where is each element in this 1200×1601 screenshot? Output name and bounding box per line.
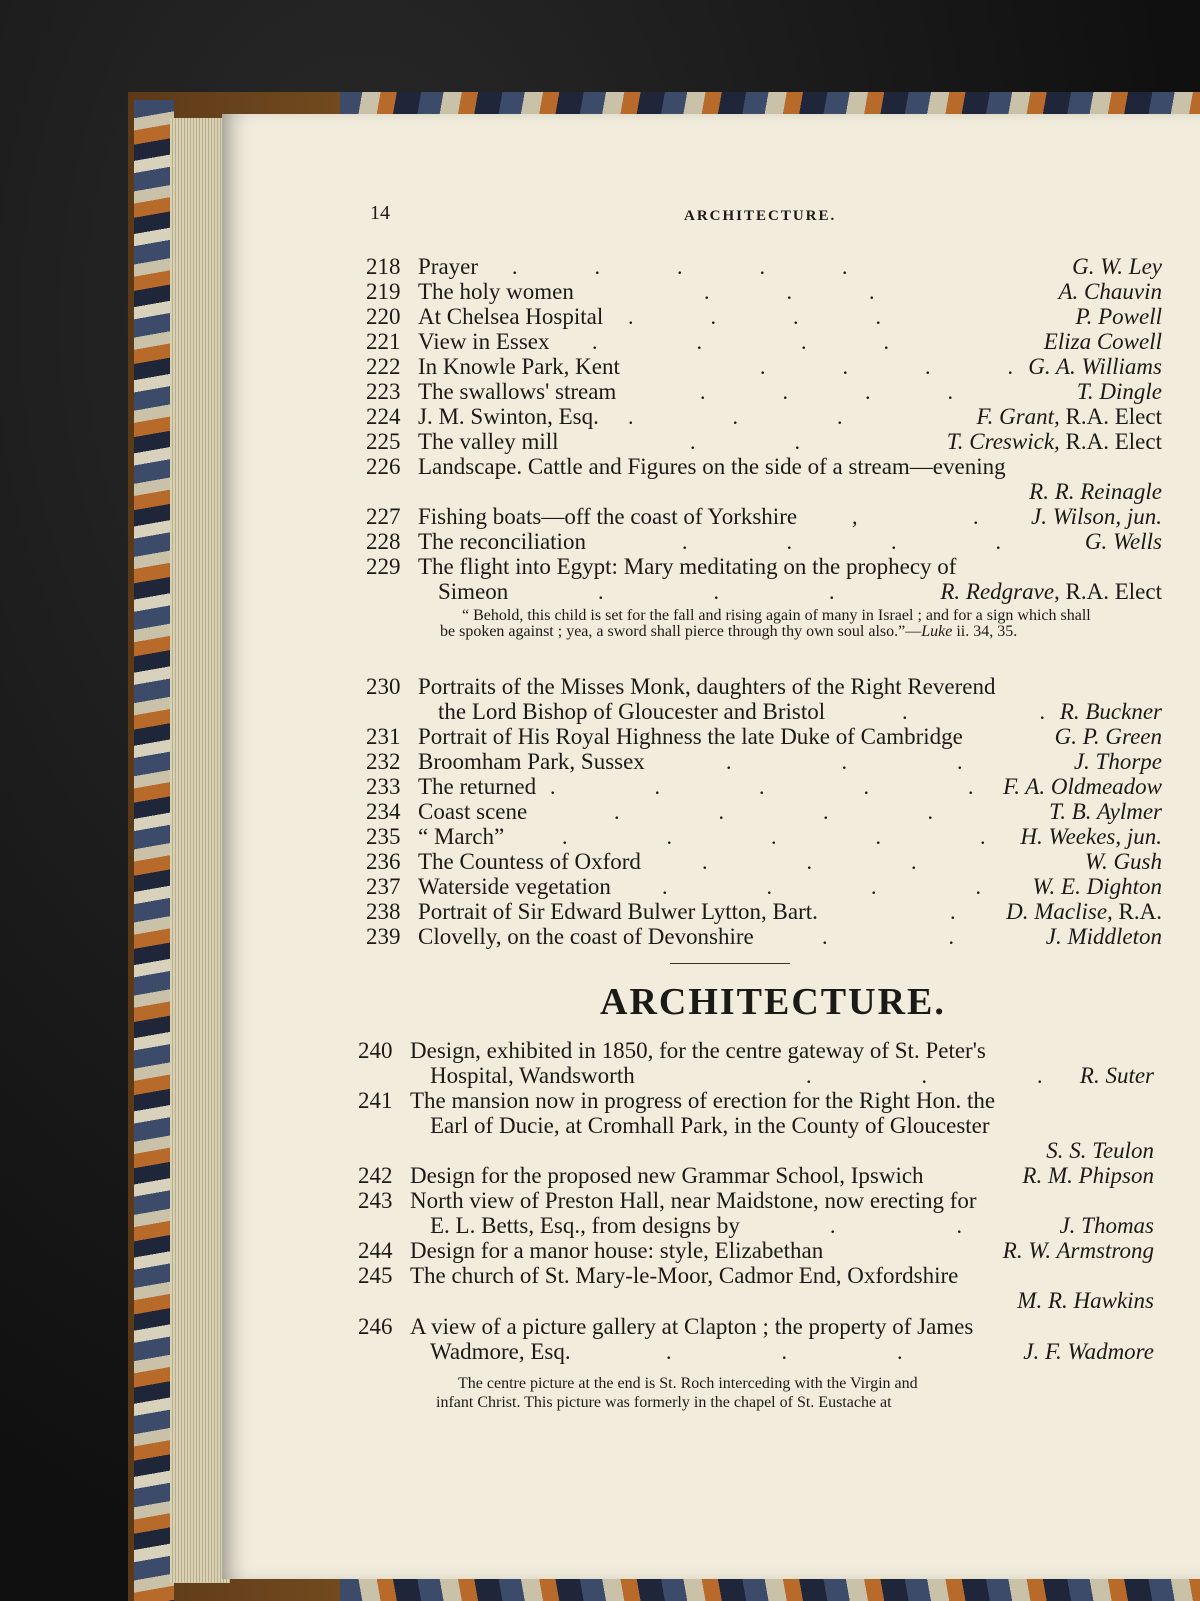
entry-number: 220	[366, 304, 401, 329]
artist-title: R.A.	[1112, 899, 1162, 924]
entry-artist: J. Middleton	[1045, 924, 1162, 949]
entry-title: A view of a picture gallery at Clapton ; the property of James	[410, 1314, 974, 1339]
entry-title: Design for the proposed new Grammar School, Ipswich	[410, 1163, 924, 1188]
entry-number: 228	[366, 529, 401, 554]
entry-number: 218	[366, 254, 401, 279]
entry-quote	[440, 608, 1100, 640]
entry-artist: R. Suter	[1079, 1063, 1154, 1088]
entry-title: The mansion now in progress of erection for the Right Hon. the	[410, 1088, 996, 1113]
entry-note-line: The centre picture at the end is St. Roch interceding with the Virgin and	[458, 1375, 918, 1392]
leader-dots: . . .	[598, 579, 835, 604]
entry-artist: G. A. Williams	[1028, 354, 1162, 379]
artist-name: T. Creswick,	[946, 429, 1060, 454]
entry-title: The valley mill	[418, 429, 559, 454]
entry-note-line: infant Christ. This picture was formerly in the chapel of St. Eustache at	[436, 1394, 892, 1411]
leader-dots: . . . . .	[512, 254, 848, 279]
entry-number: 226	[366, 454, 401, 479]
leader-dots: . . .	[628, 404, 843, 429]
section-heading: ARCHITECTURE.	[600, 981, 946, 1023]
leader-dots: . . .	[704, 279, 875, 304]
entry-title-continued: Hospital, Wandsworth	[430, 1063, 635, 1088]
entry-title: The church of St. Mary-le-Moor, Cadmor End, Oxfordshire	[410, 1263, 959, 1288]
entry-title: Design, exhibited in 1850, for the centre gateway of St. Peter's	[410, 1038, 986, 1063]
entry-artist: T. B. Aylmer	[1049, 799, 1162, 824]
entry-artist: R. Buckner	[1059, 699, 1162, 724]
entry-artist: T. Dingle	[1076, 379, 1162, 404]
artist-name: D. Maclise,	[1006, 899, 1113, 924]
entry-artist: R. M. Phipson	[1022, 1163, 1154, 1188]
entry-artist: J. Thomas	[1059, 1213, 1154, 1238]
entry-title: The reconciliation	[418, 529, 586, 554]
entry-artist: G. W. Ley	[1072, 254, 1162, 279]
entry-title: Broomham Park, Sussex	[418, 749, 645, 774]
entry-number: 227	[366, 504, 401, 529]
entry-title: Design for a manor house: style, Elizabethan	[410, 1238, 824, 1263]
leader-dots: . .	[830, 1213, 962, 1238]
entry-title: The Countess of Oxford	[418, 849, 641, 874]
leader-dots: . . . .	[682, 529, 1001, 554]
entry-artist: W. Gush	[1084, 849, 1162, 874]
leader-dots: . . .	[726, 749, 963, 774]
entry-title: Portrait of Sir Edward Bulwer Lytton, Bart.	[418, 899, 818, 924]
entry-artist: A. Chauvin	[1058, 279, 1162, 304]
leader-dots: . . . .	[760, 354, 1013, 379]
entry-title-continued: Earl of Ducie, at Cromhall Park, in the County of Gloucester	[430, 1113, 990, 1138]
entry-number: 221	[366, 329, 401, 354]
entry-artist: F. A. Oldmeadow	[1003, 774, 1162, 799]
entry-artist: R. W. Armstrong	[1002, 1238, 1154, 1263]
entry-artist: J. F. Wadmore	[1023, 1339, 1154, 1364]
entry-number: 236	[366, 849, 401, 874]
entry-title: The swallows' stream	[418, 379, 617, 404]
quote-reference-book: Luke	[921, 623, 953, 640]
entry-artist: J. Wilson, jun.	[1031, 504, 1162, 529]
leader-dots: . .	[902, 699, 1045, 724]
entry-artist	[1006, 899, 1162, 925]
entry-title: Clovelly, on the coast of Devonshire	[418, 924, 754, 949]
artist-title: R.A. Elect	[1059, 404, 1162, 429]
entry-title: Prayer	[418, 254, 479, 279]
entry-title: The holy women	[418, 279, 574, 304]
entry-artist: M. R. Hawkins	[1017, 1288, 1154, 1313]
book-page	[222, 114, 1200, 1579]
entry-title: “ March”	[418, 824, 505, 849]
leader-dots: . . . .	[700, 379, 953, 404]
leader-dots: . . .	[666, 1339, 903, 1364]
entry-artist: G. Wells	[1084, 529, 1162, 554]
entry-title: North view of Preston Hall, near Maidstone, now erecting for	[410, 1188, 977, 1213]
entry-number: 224	[366, 404, 401, 429]
entry-title: At Chelsea Hospital	[418, 304, 604, 329]
entry-number: 231	[366, 724, 401, 749]
entry-number: 240	[358, 1038, 393, 1063]
page-edges	[170, 118, 230, 1583]
entry-number: 241	[358, 1088, 393, 1113]
entry-number: 244	[358, 1238, 393, 1263]
entry-title: In Knowle Park, Kent	[418, 354, 620, 379]
artist-name: F. Grant,	[976, 404, 1060, 429]
entry-artist: W. E. Dighton	[1032, 874, 1162, 899]
entry-title: J. M. Swinton, Esq.	[418, 404, 599, 429]
quote-reference-verse: ii. 34, 35.	[952, 623, 1018, 640]
entry-number: 222	[366, 354, 401, 379]
entry-title: Coast scene	[418, 799, 528, 824]
running-head: ARCHITECTURE.	[684, 208, 837, 224]
entry-number: 246	[358, 1314, 393, 1339]
entry-artist: G. P. Green	[1054, 724, 1162, 749]
entry-number: 223	[366, 379, 401, 404]
entry-artist: H. Weekes, jun.	[1020, 824, 1162, 849]
entry-title: Portraits of the Misses Monk, daughters of the Right Reverend	[418, 674, 996, 699]
entry-title: Waterside vegetation	[418, 874, 611, 899]
leader-dots: . . . .	[628, 304, 881, 329]
entry-number: 238	[366, 899, 401, 924]
artist-name: R. Redgrave,	[940, 579, 1060, 604]
section-divider	[670, 963, 790, 964]
entry-number: 237	[366, 874, 401, 899]
entry-number: 229	[366, 554, 401, 579]
page-number: 14	[370, 202, 390, 224]
entry-number: 239	[366, 924, 401, 949]
entry-title: Landscape. Cattle and Figures on the side of a stream—evening	[418, 454, 1006, 479]
entry-number: 234	[366, 799, 401, 824]
artist-title: R.A. Elect	[1059, 579, 1162, 604]
leader-dots: .	[950, 899, 956, 924]
entry-title: The returned	[418, 774, 537, 799]
entry-title: Portrait of His Royal Highness the late Duke of Cambridge	[418, 724, 963, 749]
entry-artist	[940, 579, 1162, 605]
quote-text: “ Behold, this child is set for the fall and rising again of many in Israel ; and for a sign which shall be spoken against ; yea, a sword shall pierce through thy own soul also.”—	[440, 607, 1091, 640]
leader-dots: , .	[852, 504, 979, 529]
artist-title: R.A. Elect	[1059, 429, 1162, 454]
entry-number: 245	[358, 1263, 393, 1288]
leader-dots: . . .	[702, 849, 917, 874]
leader-dots: . .	[690, 429, 800, 454]
entry-artist: S. S. Teulon	[1046, 1138, 1154, 1163]
entry-artist	[977, 404, 1163, 430]
entry-title: Fishing boats—off the coast of Yorkshire	[418, 504, 798, 529]
entry-title: View in Essex	[418, 329, 550, 354]
entry-title-continued: Wadmore, Esq.	[430, 1339, 571, 1364]
entry-artist: Eliza Cowell	[1043, 329, 1162, 354]
leader-dots: . . . . .	[562, 824, 986, 849]
entry-number: 242	[358, 1163, 393, 1188]
entry-artist	[947, 429, 1162, 455]
entry-number: 230	[366, 674, 401, 699]
leader-dots: . . . .	[662, 874, 981, 899]
leader-dots: . . . .	[614, 799, 933, 824]
entry-number: 235	[366, 824, 401, 849]
entry-title-continued: E. L. Betts, Esq., from designs by	[430, 1213, 740, 1238]
entry-artist: P. Powell	[1075, 304, 1162, 329]
entry-number: 219	[366, 279, 401, 304]
leader-dots: . . .	[806, 1063, 1043, 1088]
entry-title: The flight into Egypt: Mary meditating on the prophecy of	[418, 554, 957, 579]
entry-number: 243	[358, 1188, 393, 1213]
leader-dots: . .	[822, 924, 954, 949]
entry-artist: J. Thorpe	[1073, 749, 1162, 774]
marbled-edge-left	[134, 100, 174, 1601]
entry-artist: R. R. Reinagle	[1029, 479, 1162, 504]
leader-dots: . . . .	[592, 329, 889, 354]
entry-number: 233	[366, 774, 401, 799]
entry-title-continued: the Lord Bishop of Gloucester and Bristol	[438, 699, 826, 724]
entry-number: 232	[366, 749, 401, 774]
leader-dots: . . . . .	[550, 774, 974, 799]
entry-title-continued: Simeon	[438, 579, 509, 604]
entry-number: 225	[366, 429, 401, 454]
